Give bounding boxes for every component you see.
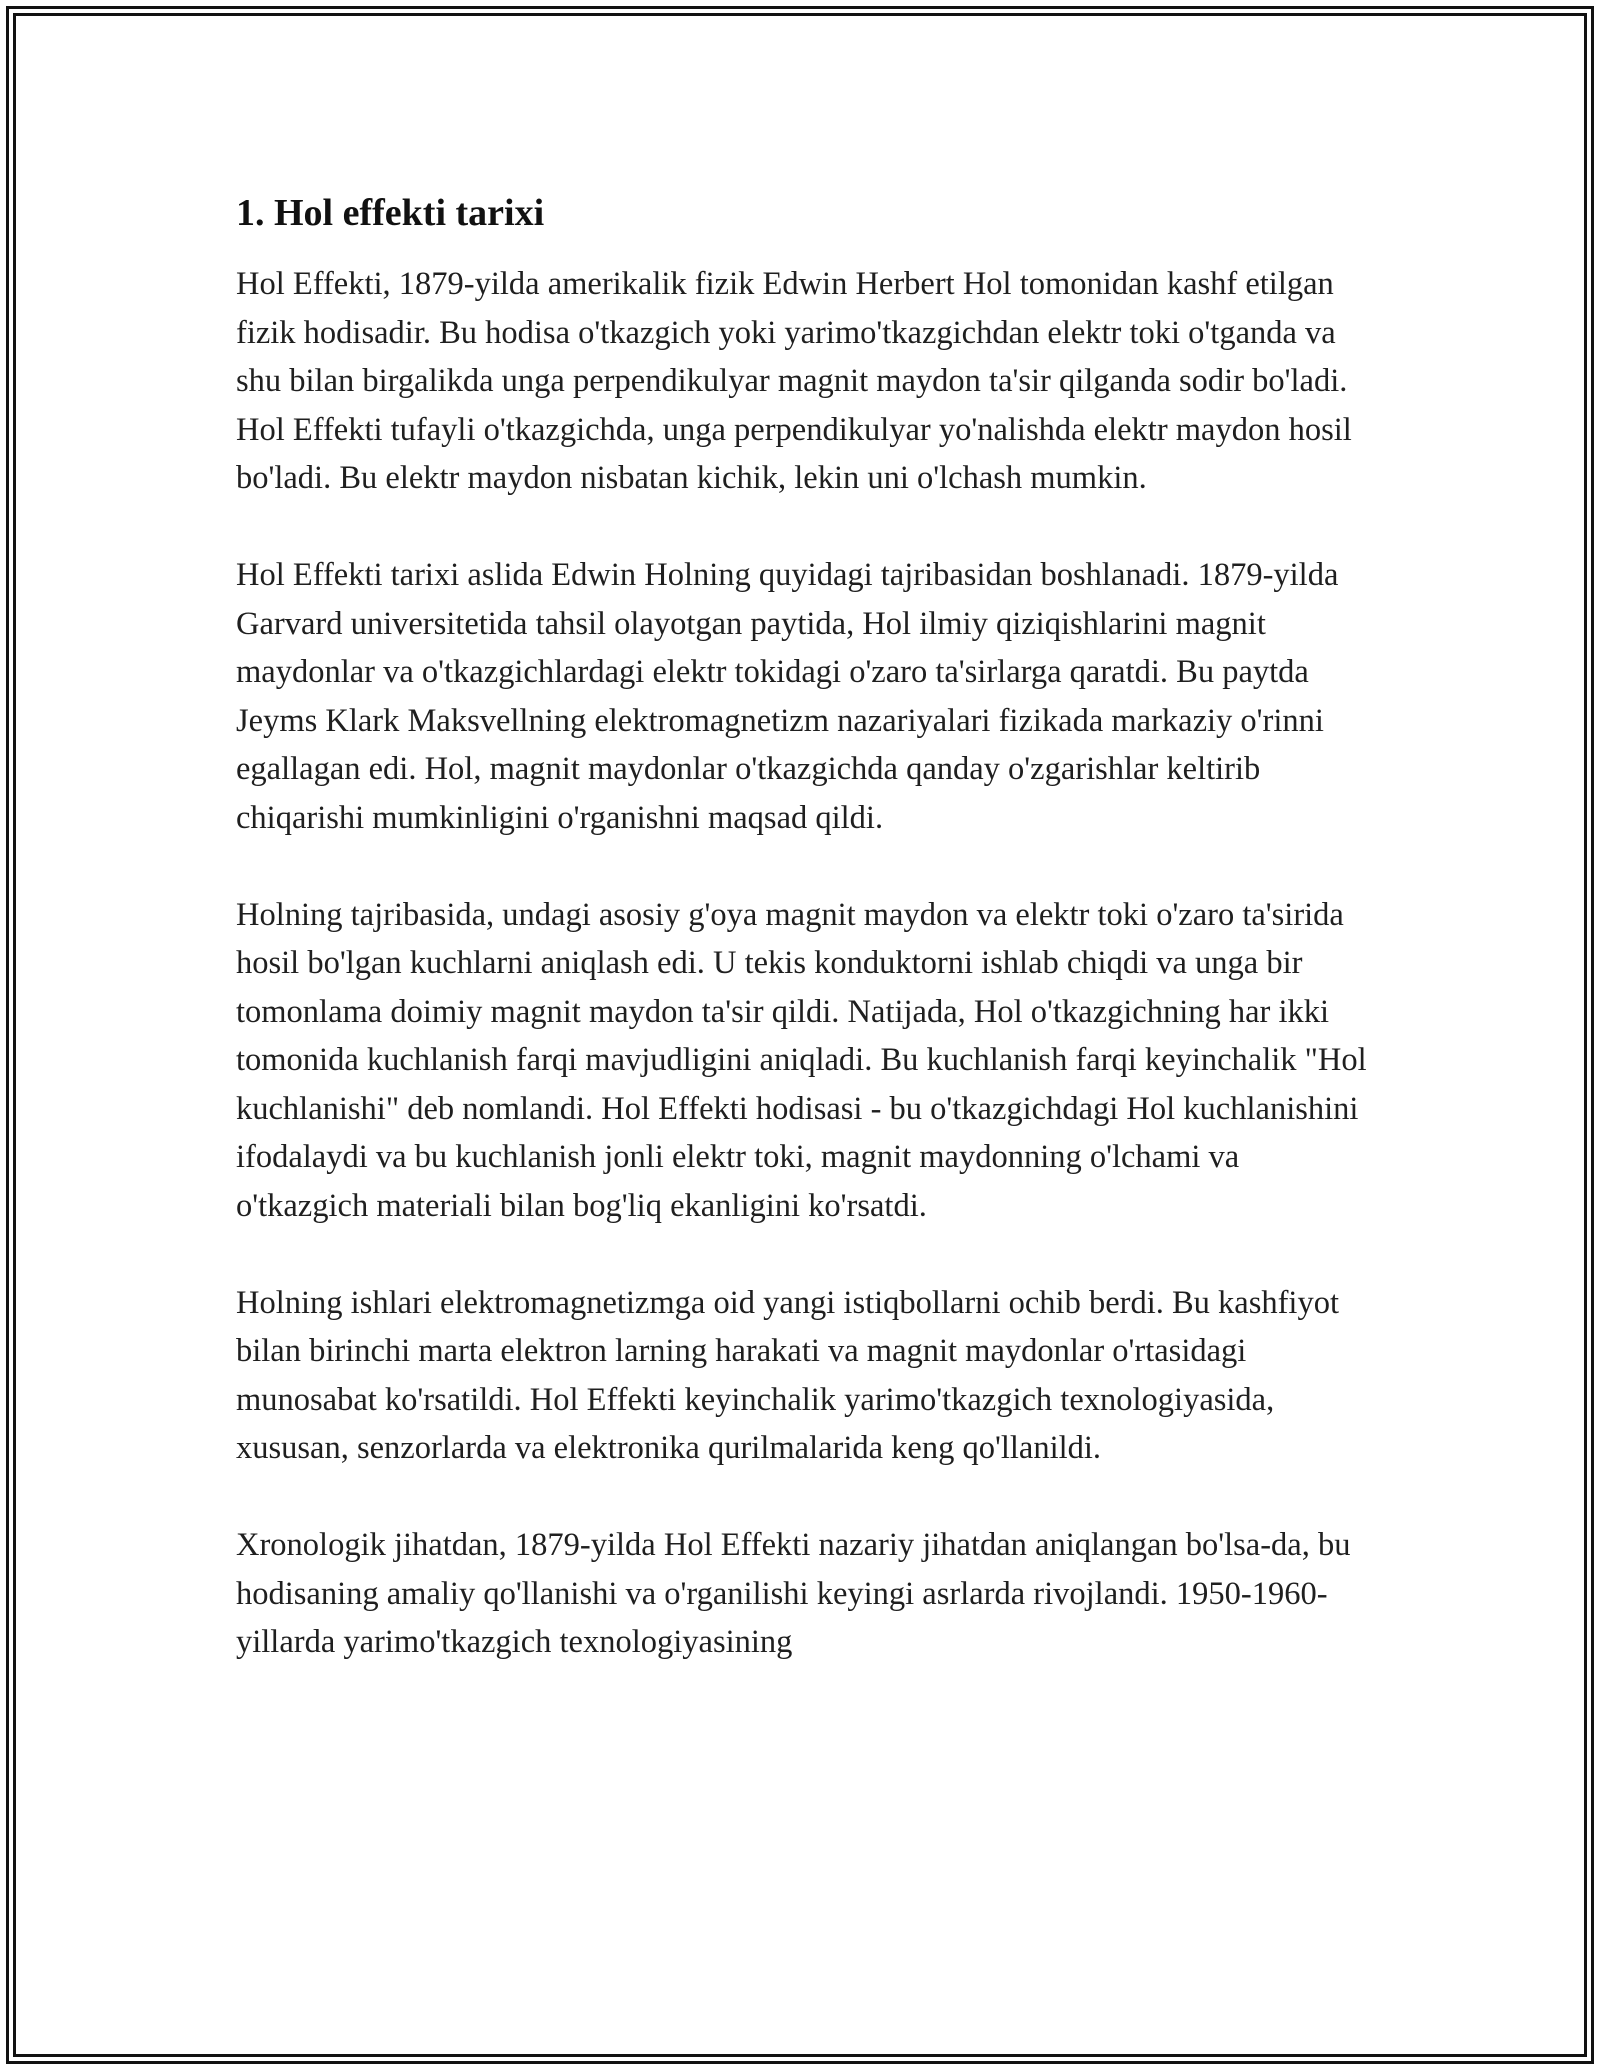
section-heading: 1. Hol effekti tarixi [236,192,545,234]
paragraph-5: Xronologik jihatdan, 1879-yilda Hol Effekti nazariy jihatdan aniqlangan bo'lsa-da, bu hodisaning amaliy qo'llanishi va o'rganilishi keyingi asrlarda rivojlandi. 1950-1960-yillarda yarimo'tkazgich texnologiyasining [236,1527,1351,1660]
paragraph-3: Holning tajribasida, undagi asosiy g'oya magnit maydon va elektr toki o'zaro ta'sirida hosil bo'lgan kuchlarni aniqlash edi. U tekis konduktorni ishlab chiqdi va unga bir tomonlama doimiy magnit maydon ta'sir qildi. Natijada, Hol o'tkazgichning har ikki tomonida kuchlanish farqi mavjudligini aniqladi. Bu kuchlanish farqi keyinchalik "Hol kuchlanishi" deb nomlandi. Hol Effekti hodisasi - bu o'tkazgichdagi Hol kuchlanishini ifodalaydi va bu kuchlanish jonli elektr toki, magnit maydonning o'lchami va o'tkazgich materiali bilan bog'liq ekanligini ko'rsatdi. [236,896,1367,1224]
paragraph-2: Hol Effekti tarixi aslida Edwin Holning quyidagi tajribasidan boshlanadi. 1879-yilda Garvard universitetida tahsil olayotgan paytida, Hol ilmiy qiziqishlarini magnit maydonlar va o'tkazgichlardagi elektr tokidagi o'zaro ta'sirlarga qaratdi. Bu paytda Jeyms Klark Maksvellning elektromagnetizm nazariyalari fizikada markaziy o'rinni egallagan edi. Hol, magnit maydonlar o'tkazgichda qanday o'zgarishlar keltirib chiqarishi mumkinligini o'rganishni maqsad qildi. [236,557,1339,836]
paragraph-1: Hol Effekti, 1879-yilda amerikalik fizik Edwin Herbert Hol tomonidan kashf etilgan fizik hodisadir. Bu hodisa o'tkazgich yoki yarimo'tkazgichdan elektr toki o'tganda va shu bilan birgalikda unga perpendikulyar magnit maydon ta'sir qilganda sodir bo'ladi. Hol Effekti tufayli o'tkazgichda, unga perpendikulyar yo'nalishda elektr maydon hosil bo'ladi. Bu elektr maydon nisbatan kichik, lekin uni o'lchash mumkin. [236,266,1352,496]
document-body [236,188,1376,1715]
paragraph-4: Holning ishlari elektromagnetizmga oid yangi istiqbollarni ochib berdi. Bu kashfiyot bilan birinchi marta elektron larning harakati va magnit maydonlar o'rtasidagi munosabat ko'rsatildi. Hol Effekti keyinchalik yarimo'tkazgich texnologiyasida, xususan, senzorlarda va elektronika qurilmalarida keng qo'llanildi. [236,1284,1339,1466]
